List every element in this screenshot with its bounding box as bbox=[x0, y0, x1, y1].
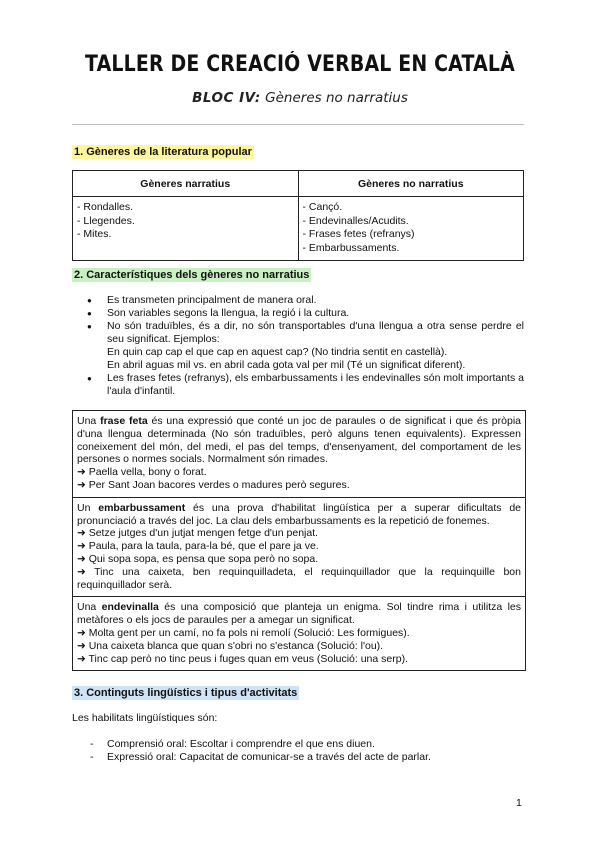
example-line: ➜ Paula, para la taula, para-la bé, que el pare ja ve. bbox=[77, 540, 319, 553]
example-line: ➜ Una caixeta blanca que quan s'obri no s'estanca (Solució: l'ou). bbox=[77, 639, 384, 652]
example-line: En quin cap cap el que cap en aquest cap? (No tindria sentit en castellà). bbox=[107, 346, 448, 358]
section-1-heading: 1. Gèneres de la literatura popular bbox=[74, 146, 252, 158]
example-line: En abril aguas mil vs. en abril cada gota val per mil (Té un significat diferent). bbox=[107, 359, 466, 371]
list-item: - Cançó. bbox=[302, 201, 343, 213]
list-item: - Rondalles. bbox=[77, 201, 134, 213]
document-subtitle bbox=[0, 90, 600, 106]
list-item: - Expressió oral: Capacitat de comunicar-se a través del acte de parlar. bbox=[72, 751, 524, 764]
term: embarbussament bbox=[98, 501, 186, 514]
skills-list bbox=[72, 738, 524, 764]
example-line: ➜ Per Sant Joan bacores verdes o madures però segures. bbox=[77, 478, 350, 491]
skills-intro: Les habilitats lingüístiques són: bbox=[72, 712, 218, 724]
example-line: ➜ Paella vella, bony o forat. bbox=[77, 466, 207, 479]
example-line: ➜ Tinc una caixeta, ben requinquilladeta, el requinquillador que la requinquille bon requinquillador serà. bbox=[77, 565, 521, 591]
frase-feta-definition: Una frase feta és una expressió que conté un joc de paraules o de significat i que és pròpia d'una llengua determinada (No són traduïbles, però alguns tenen equivalents). Expressen coneixement del món, del medi, el pas del temps, d'ensenyament, del comportament de les persones o normes socials. Normalment són rimades. ➜ Paella vella, bony o forat. ➜ Per Sant Joan bacores verdes o madures però segures. bbox=[77, 415, 521, 491]
section-3-heading: 3. Continguts lingüístics i tipus d'activitats bbox=[74, 687, 298, 699]
section-2-heading: 2. Característiques dels gèneres no narratius bbox=[74, 269, 310, 281]
list-item: - Comprensió oral: Escoltar i comprendre el que ens diuen. bbox=[72, 738, 524, 751]
genres-table bbox=[72, 170, 524, 261]
list-item: ● Es transmeten principalment de manera oral. bbox=[72, 294, 524, 307]
list-item: - Embarbussaments. bbox=[302, 241, 400, 254]
table-header-narrative: Gèneres narratius bbox=[73, 171, 299, 197]
bloc-label: BLOC IV: bbox=[192, 90, 261, 106]
title-divider bbox=[72, 124, 524, 125]
example-line: ➜ Tinc cap però no tinc peus i fuges quan em veus (Solució: una serp). bbox=[77, 652, 408, 665]
table-header-non-narrative: Gèneres no narratius bbox=[298, 171, 524, 197]
term: frase feta bbox=[100, 415, 148, 427]
characteristics-list bbox=[72, 294, 524, 398]
example-line: ➜ Qui sopa sopa, es pensa que sopa però no sopa. bbox=[77, 552, 319, 565]
embarbussament-definition: Un embarbussament és una prova d'habilitat lingüística per a superar dificultats de pronunciació a través del joc. La clau dels embarbussaments es la repetició de fonemes. ➜ Setze jutges d'un jutjat mengen fetge d'un penjat. ➜ Paula, para la taula, para-la bé, que el pare ja ve. ➜ Qui sopa sopa, es pensa que sopa però no sopa. ➜ Tinc una caixeta, ben requinquilladeta, el requinquillador que la requinquille bon requinquillador serà. bbox=[73, 497, 525, 597]
list-item: ● Les frases fetes (refranys), els embarbussaments i les endevinalles són molt importants a l'aula d'infantil. bbox=[72, 372, 524, 398]
example-line: ➜ Molta gent per un camí, no fa pols ni remolí (Solució: Les formigues). bbox=[77, 626, 410, 639]
document-title: TALLER DE CREACIÓ VERBAL EN CATALÀ bbox=[85, 52, 515, 77]
list-item: - Llegendes. bbox=[77, 214, 135, 227]
endevinalla-definition: Una endevinalla és una composició que planteja un enigma. Sol tindre rima i utilitza les metàfores o els jocs de paraules per a amegar un significat. ➜ Molta gent per un camí, no fa pols ni remolí (Solució: Les formigues). ➜ Una caixeta blanca que quan s'obri no s'estanca (Solució: l'ou). ➜ Tinc cap però no tinc peus i fuges quan em veus (Solució: una serp). bbox=[73, 596, 525, 670]
page-number: 1 bbox=[516, 797, 522, 809]
narrative-genres-cell bbox=[73, 197, 299, 261]
example-line: ➜ Setze jutges d'un jutjat mengen fetge d'un penjat. bbox=[77, 527, 319, 540]
list-item: ● Son variables segons la llengua, la regió i la cultura. bbox=[72, 307, 524, 320]
list-item: - Endevinalles/Acudits. bbox=[302, 214, 409, 227]
term: endevinalla bbox=[101, 601, 159, 614]
bloc-text: Gèneres no narratius bbox=[265, 90, 408, 106]
list-item: - Mites. bbox=[77, 228, 112, 240]
list-item: ● No són traduïbles, és a dir, no són transportables d'una llengua a otra sense perdre el seu significat. Ejemplos: En quin cap cap el que cap en aquest cap? (No tindria sentit en castellà). En abril aguas mil vs. en abril cada gota val per mil (Té un significat diferent). bbox=[72, 320, 524, 372]
definitions-box bbox=[72, 410, 526, 671]
non-narrative-genres-cell bbox=[298, 197, 524, 261]
list-item: - Frases fetes (refranys) bbox=[302, 228, 415, 240]
